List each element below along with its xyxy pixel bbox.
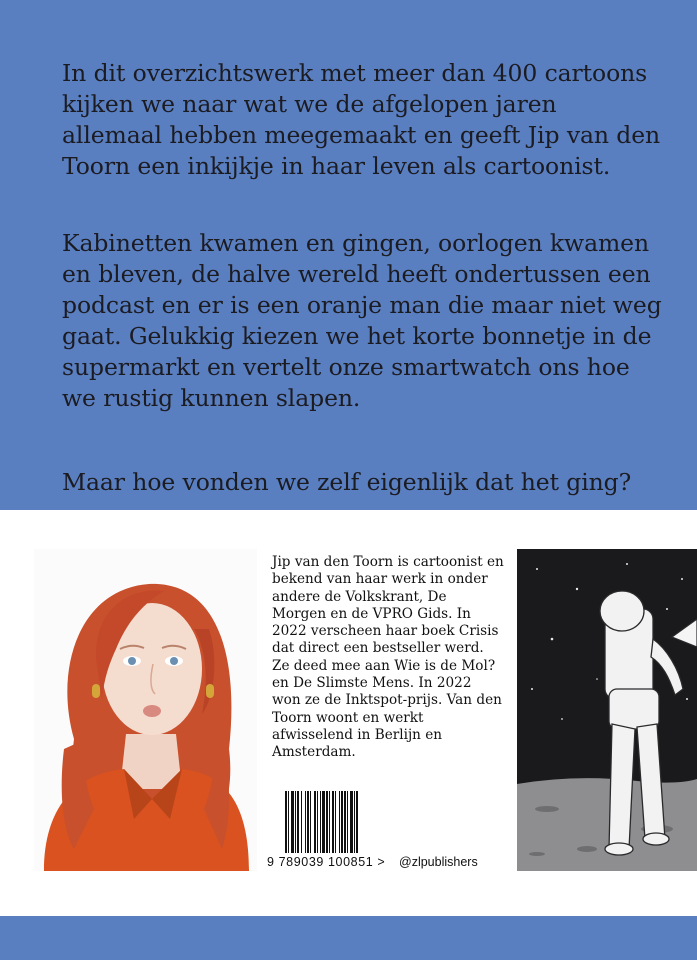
author-bio: Jip van den Toorn is cartoonist en bekend van haar werk in onder andere de Volkskrant, De Morgen en de VPRO Gids. In 2022 verscheen haar boek Crisis dat direct een bestseller werd. Ze deed mee aan Wie is de Mol? en De Slimste Mens. In 2022 won ze de Inktspot-prijs. Van den Toorn woont en werkt afwisselend in Berlijn en Amsterdam.	[272, 554, 504, 761]
blurb-paragraph-1: In dit overzichtswerk met meer dan 400 cartoons kijken we naar wat we de afgelopen jaren allemaal hebben meegemaakt en geeft Jip van den Toorn een inkijkje in haar leven als cartoonist.	[62, 59, 661, 180]
author-portrait	[34, 549, 257, 871]
blurb-paragraph-2: Kabinetten kwamen en gingen, oorlogen kwamen en bleven, de halve wereld heeft ondertussen een podcast en er is een oranje man die maar niet weg gaat. Gelukkig kiezen we het korte bonnetje in de supermarkt en vertelt onze smartwatch ons hoe we rustig kunnen slapen.	[62, 229, 662, 412]
isbn-barcode	[285, 791, 390, 853]
bottom-blue-band	[0, 916, 697, 960]
blurb-paragraph-3: Maar hoe vonden we zelf eigenlijk dat het ging?	[62, 468, 632, 496]
publisher-handle: @zlpublishers	[399, 855, 478, 869]
astronaut-cartoon	[517, 549, 697, 871]
isbn-number: 9 789039 100851 >	[267, 855, 386, 869]
